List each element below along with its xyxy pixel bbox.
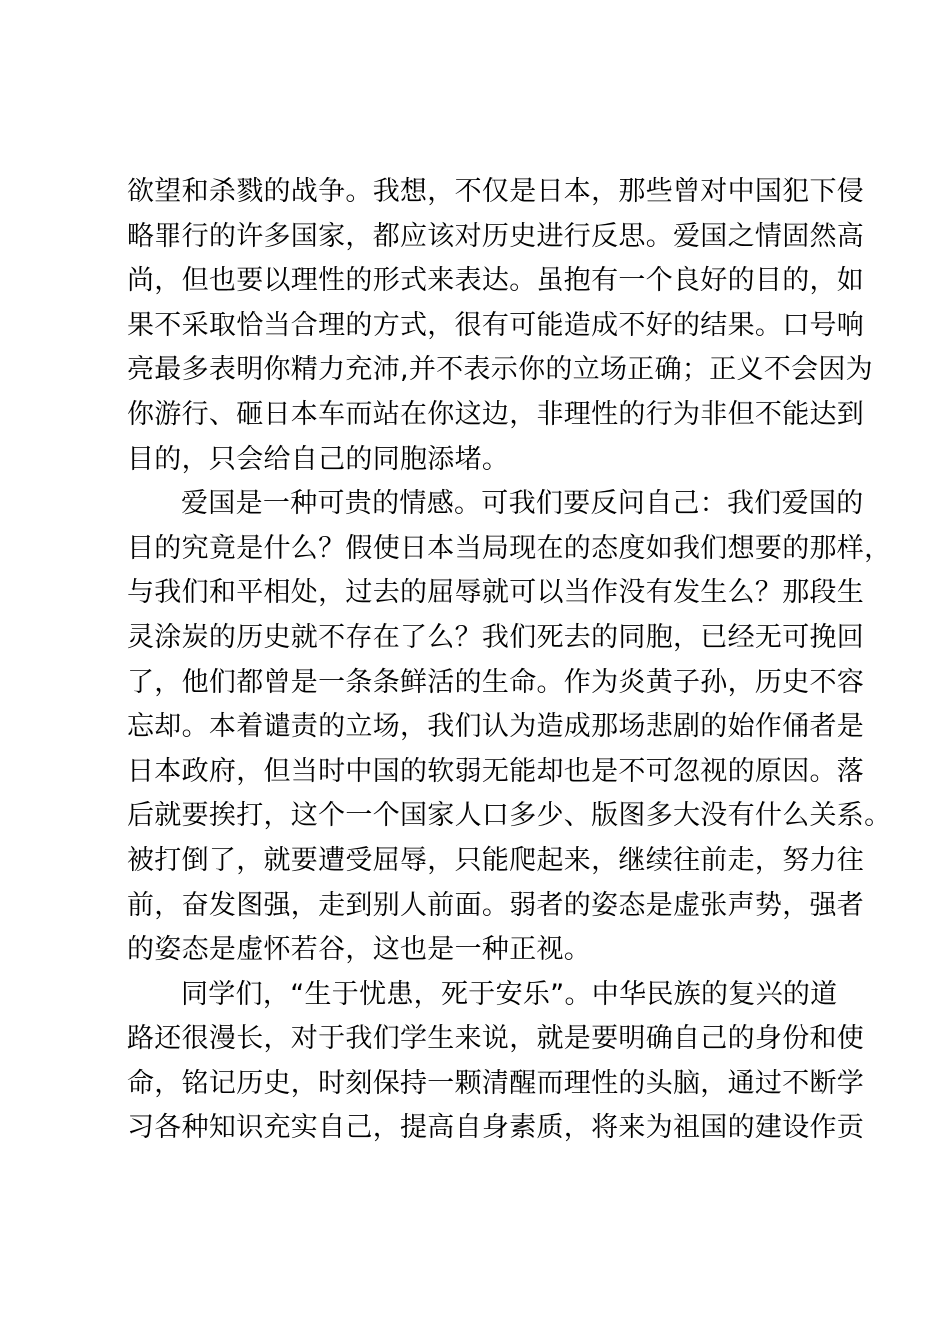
paragraph-2 (127, 482, 892, 973)
body-text (127, 170, 892, 1151)
text-line: 略罪行的许多国家，都应该对历史进行反思。爱国之情固然高 (127, 220, 865, 252)
text-line: 与我们和平相处，过去的屈辱就可以当作没有发生么？那段生 (127, 577, 865, 609)
text-line: 灵涂炭的历史就不存在了么？我们死去的同胞，已经无可挽回 (127, 621, 865, 653)
text-line: 了，他们都曾是一条条鲜活的生命。作为炎黄子孙，历史不容 (127, 666, 865, 698)
text-line: 果不采取恰当合理的方式，很有可能造成不好的结果。口号响 (127, 309, 865, 341)
text-line: 命，铭记历史，时刻保持一颗清醒而理性的头脑，通过不断学 (127, 1067, 865, 1099)
text-line: 前，奋发图强，走到别人前面。弱者的姿态是虚张声势，强者 (127, 889, 865, 921)
text-line: 目的，只会给自己的同胞添堵。 (127, 443, 510, 475)
text-line: 日本政府，但当时中国的软弱无能却也是不可忽视的原因。落 (127, 755, 865, 787)
text-line: 的姿态是虚怀若谷，这也是一种正视。 (127, 934, 592, 966)
text-line: 习各种知识充实自己，提高自身素质，将来为祖国的建设作贡 (127, 1112, 865, 1144)
paragraph-1 (127, 170, 873, 482)
text-line: 同学们，“生于忧患，死于安乐”。中华民族的复兴的道 (181, 978, 838, 1010)
text-line: 忘却。本着谴责的立场，我们认为造成那场悲剧的始作俑者是 (127, 711, 865, 743)
text-line: 爱国是一种可贵的情感。可我们要反问自己：我们爱国的 (181, 488, 864, 520)
text-line: 被打倒了，就要遭受屈辱，只能爬起来，继续往前走，努力往 (127, 844, 865, 876)
text-line: 你游行、砸日本车而站在你这边，非理性的行为非但不能达到 (127, 398, 865, 430)
text-line: 后就要挨打，这个一个国家人口多少、版图多大没有什么关系。 (127, 800, 892, 832)
text-line: 亮最多表明你精力充沛,并不表示你的立场正确；正义不会因为 (127, 354, 873, 386)
text-line: 路还很漫长，对于我们学生来说，就是要明确自己的身份和使 (127, 1023, 865, 1055)
text-line: 目的究竟是什么？假使日本当局现在的态度如我们想要的那样， (127, 532, 892, 564)
text-line: 尚，但也要以理性的形式来表达。虽抱有一个良好的目的，如 (127, 265, 865, 297)
paragraph-3 (127, 973, 865, 1151)
text-line: 欲望和杀戮的战争。我想，不仅是日本，那些曾对中国犯下侵 (127, 176, 865, 207)
